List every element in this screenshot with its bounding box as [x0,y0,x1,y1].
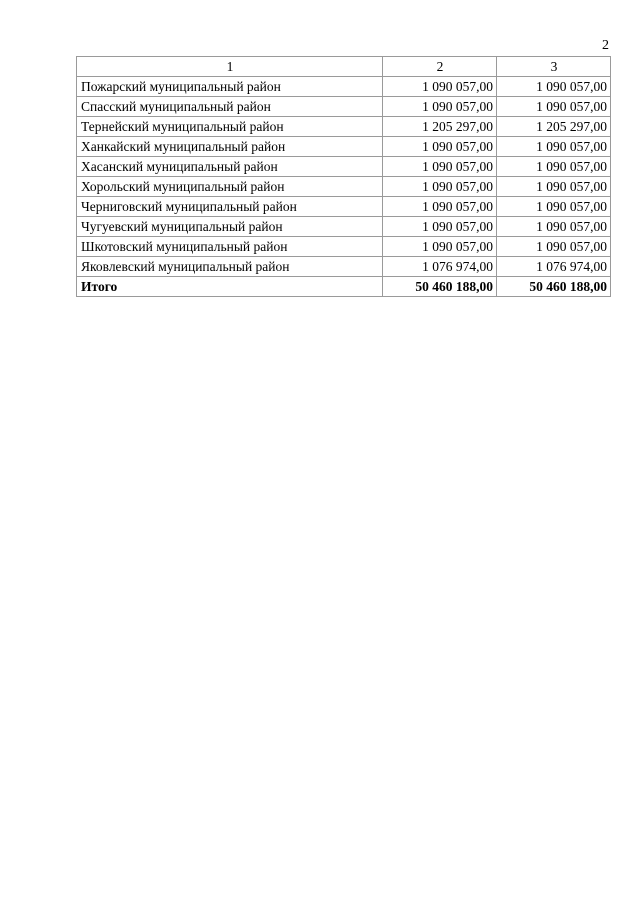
amount-col3: 1 090 057,00 [497,237,611,257]
table-row [77,257,611,277]
amount-col3: 1 090 057,00 [497,77,611,97]
table-row [77,177,611,197]
amount-col2: 1 090 057,00 [383,157,497,177]
total-label: Итого [77,277,383,297]
amount-col3: 1 205 297,00 [497,117,611,137]
district-name: Ханкайский муниципальный район [77,137,383,157]
table-row [77,217,611,237]
amount-col3: 1 090 057,00 [497,197,611,217]
table-row [77,237,611,257]
amount-col3: 1 090 057,00 [497,177,611,197]
total-col2: 50 460 188,00 [383,277,497,297]
table-row [77,97,611,117]
total-row [77,277,611,297]
district-name: Чугуевский муниципальный район [77,217,383,237]
amount-col3: 1 090 057,00 [497,137,611,157]
amount-col3: 1 076 974,00 [497,257,611,277]
total-col3: 50 460 188,00 [497,277,611,297]
amount-col2: 1 090 057,00 [383,217,497,237]
amount-col2: 1 076 974,00 [383,257,497,277]
column-header-1: 1 [77,57,383,77]
amount-col2: 1 090 057,00 [383,177,497,197]
table-row [77,137,611,157]
district-name: Тернейский муниципальный район [77,117,383,137]
district-name: Хасанский муниципальный район [77,157,383,177]
table-row [77,117,611,137]
table-row [77,197,611,217]
amount-col2: 1 090 057,00 [383,137,497,157]
district-name: Черниговский муниципальный район [77,197,383,217]
column-header-2: 2 [383,57,497,77]
page-number: 2 [602,38,609,53]
district-name: Хорольский муниципальный район [77,177,383,197]
table-header-row [77,57,611,77]
district-name: Яковлевский муниципальный район [77,257,383,277]
district-name: Шкотовский муниципальный район [77,237,383,257]
amount-col3: 1 090 057,00 [497,157,611,177]
table-row [77,157,611,177]
amount-col2: 1 090 057,00 [383,197,497,217]
amount-col2: 1 090 057,00 [383,237,497,257]
amount-col2: 1 090 057,00 [383,97,497,117]
column-header-3: 3 [497,57,611,77]
amount-col2: 1 090 057,00 [383,77,497,97]
amount-col3: 1 090 057,00 [497,97,611,117]
district-name: Пожарский муниципальный район [77,77,383,97]
amount-col3: 1 090 057,00 [497,217,611,237]
district-name: Спасский муниципальный район [77,97,383,117]
table-row [77,77,611,97]
allocation-table [76,56,611,297]
amount-col2: 1 205 297,00 [383,117,497,137]
